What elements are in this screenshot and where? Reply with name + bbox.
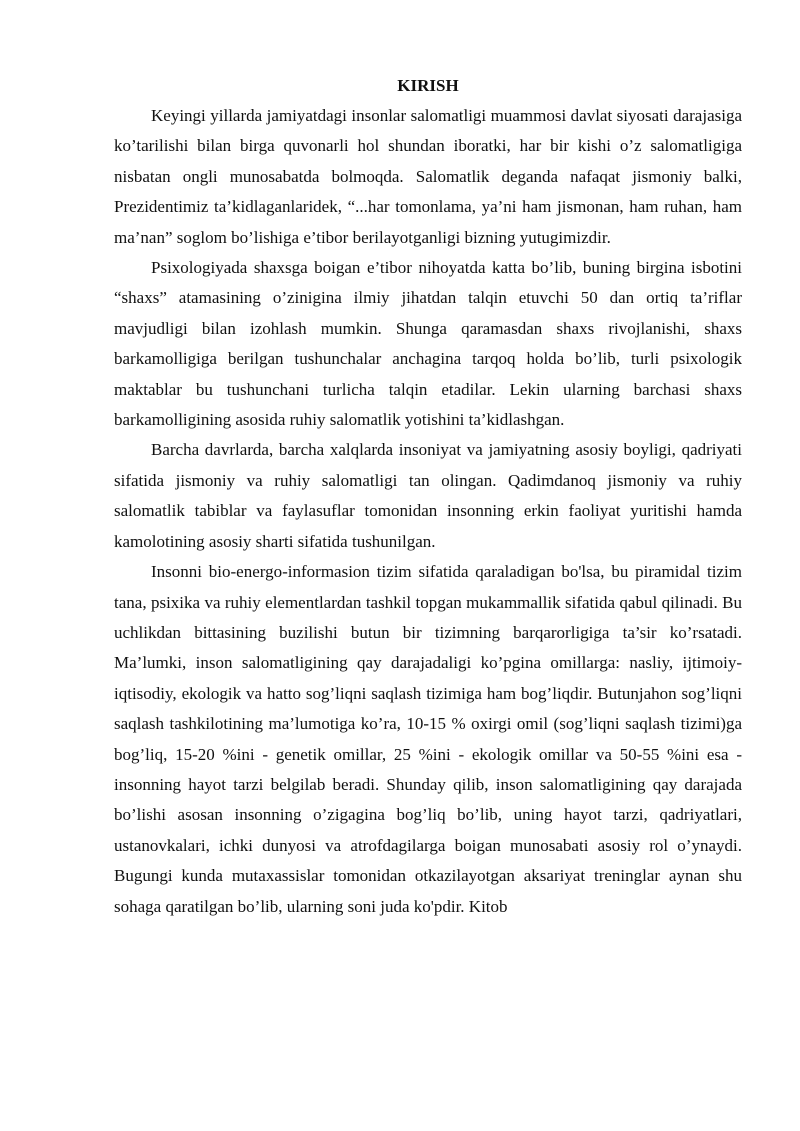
paragraph-4: Insonni bio-energo-informasion tizim sifatida qaraladigan bo'lsa, bu piramidal tizim tana, psixika va ruhiy elementlardan tashkil topgan mukammallik sifatida qabul qilinadi. Bu uchlikdan bittasining buzilishi butun bir tizimning barqarorligiga ta’sir ko’rsatadi. Ma’lumki, inson salomatligining qay darajadaligi ko’pgina omillarga: nasliy, ijtimoiy-iqtisodiy, ekologik va hatto sog’liqni saqlash tizimiga ham bog’liqdir. Butunjahon sog’liqni saqlash tashkilotining ma’lumotiga ko’ra, 10-15 % oxirgi omil (sog’liqni saqlash tizimi)ga bog’liq, 15-20 %ini - genetik omillar, 25 %ini - ekologik omillar va 50-55 %ini esa - insonning hayot tarzi belgilab beradi. Shunday qilib, inson salomatligining qay darajada bo’lishi asosan insonning o’zigagina bog’liq bo’lib, uning hayot tarzi, qadriyatlari, ustanovkalari, ichki dunyosi va atrofdagilarga boigan munosabati asosiy rol o’ynaydi. Bugungi kunda mutaxassislar tomonidan otkazilayotgan aksariyat treninglar aynan shu sohaga qaratilgan bo’lib, ularning soni juda ko'pdir. Kitob — [114, 562, 742, 916]
paragraph-2: Psixologiyada shaxsga boigan e’tibor nihoyatda katta bo’lib, buning birgina isbotini “shaxs” atamasining o’zinigina ilmiy jihatdan talqin etuvchi 50 dan ortiq ta’riflar mavjudligi bilan izohlash mumkin. Shunga qaramasdan shaxs rivojlanishi, shaxs barkamolligiga berilgan tushunchalar anchagina tarqoq holda bo’lib, turli psixologik maktablar bu tushunchani turlicha talqin etadilar. Lekin ularning barchasi shaxs barkamolligining asosida ruhiy salomatlik yotishini ta’kidlashgan. — [114, 258, 742, 430]
paragraph-3: Barcha davrlarda, barcha xalqlarda insoniyat va jamiyatning asosiy boyligi, qadriyati sifatida jismoniy va ruhiy salomatligi tan olingan. Qadimdanoq jismoniy va ruhiy salomatlik tabiblar va faylasuflar tomonidan insonning erkin faoliyat yuritishi hamda kamolotining asosiy sharti sifatida tushunilgan. — [114, 440, 742, 551]
document-page — [114, 75, 742, 922]
paragraph-1: Keyingi yillarda jamiyatdagi insonlar salomatligi muammosi davlat siyosati darajasiga ko’tarilishi bilan birga quvonarli hol shundan iboratki, har bir kishi o’z salomatligiga nisbatan ongli munosabatda bolmoqda. Salomatlik deganda nafaqat jismoniy balki, Prezidentimiz ta’kidlaganlaridek, “...har tomonlama, ya’ni ham jismonan, ham ruhan, ham ma’nan” soglom bo’lishiga e’tibor berilayotganligi bizning yutugimizdir. — [114, 106, 742, 247]
document-title: KIRISH — [397, 76, 459, 95]
